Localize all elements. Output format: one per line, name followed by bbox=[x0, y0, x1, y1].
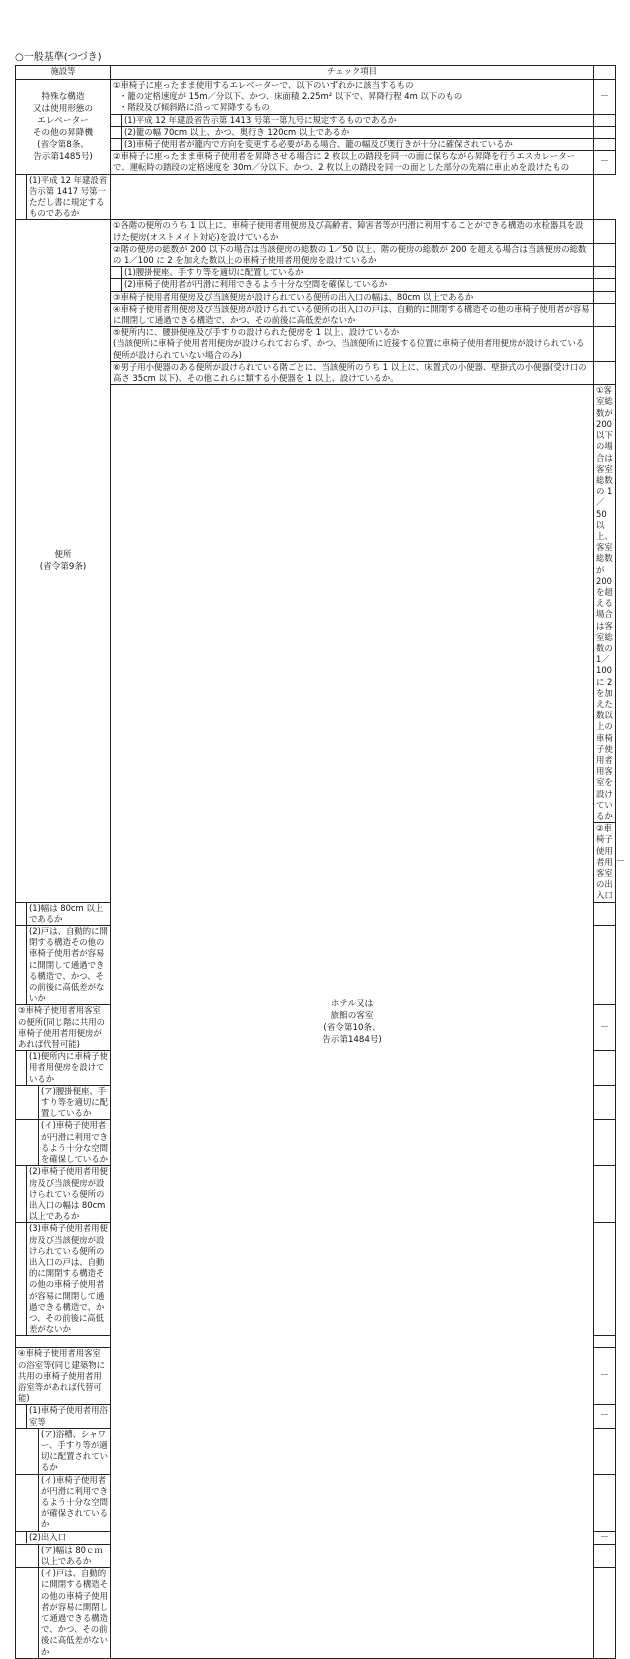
check-item bbox=[594, 823, 616, 902]
check-subitem bbox=[111, 139, 594, 151]
page-title: ○一般基準(つづき) bbox=[15, 52, 102, 63]
check-item-line: ③車椅子使用者用客室の便所(同じ階に共用の車椅子使用者用便房があれば代替可能) bbox=[18, 1005, 106, 1050]
check-subitem-text: (イ)車椅子使用者が円滑に利用できるよう十分な空間を確保しているか bbox=[38, 1120, 110, 1165]
check-item-line: ③車椅子使用者用便房及び当該便房が設けられている便所の出入口の幅は、80cm 以上であるか bbox=[113, 291, 474, 302]
check-subitem bbox=[16, 1405, 111, 1428]
check-subitem bbox=[16, 1568, 111, 1659]
mark-cell bbox=[111, 174, 594, 220]
check-item-blank bbox=[16, 1336, 111, 1348]
checklist-table bbox=[15, 65, 626, 1659]
mark-cell bbox=[594, 1531, 616, 1544]
check-subitem-text: (3)車椅子使用者用便房及び当該便房が設けられている便所の出入口の戸は、自動的に開閉する構造その他の車椅子使用者が容易に開閉して通過できる構造で、かつ、その前後に高低差がないか bbox=[26, 1223, 110, 1335]
check-subitem-text: (1)車椅子使用者用浴室等 bbox=[26, 1405, 110, 1427]
check-item bbox=[111, 327, 594, 362]
check-item-line: ①客室総数が 200 以下の場合は客室総数の 1／50 以上、客室総数が 200 を超える場合は客室総数の 1／100 に 2 を加えた数以上の車椅子使用者用客室を設けているか bbox=[596, 385, 613, 821]
mark-cell bbox=[594, 267, 616, 279]
check-subitem bbox=[16, 902, 111, 925]
checklist-body bbox=[16, 80, 626, 1659]
facility-category: 特殊な構造 又は使用形態の エレベーター その他の昇降機 (省令第8条、 告示第1485号) bbox=[16, 80, 111, 175]
check-subitem-text: (ア)幅は 80ｃｍ以上であるか bbox=[38, 1545, 110, 1567]
check-item bbox=[111, 220, 594, 243]
facility-category: ホテル又は 旅館の客室 (省令第10条、 告示第1484号) bbox=[111, 385, 594, 1659]
mark-cell bbox=[594, 1051, 616, 1086]
check-subitem-text: (1)平成 12 年建設省告示第 1417 号第一ただし書に規定するものであるか bbox=[26, 175, 110, 220]
check-subitem bbox=[16, 1428, 111, 1474]
not-applicable-dash: － bbox=[599, 1532, 609, 1543]
mark-cell bbox=[594, 1166, 616, 1223]
mark-cell bbox=[594, 80, 616, 115]
check-item-line: ⑥男子用小便器のある便所が設けられている階ごとに、当該便所のうち 1 以上に、床置式の小便器、壁掛式の小便器(受け口の高さ 35cm 以下)、その他これらに類する小便器を 1 以上、設けているか。 bbox=[113, 361, 587, 384]
check-item bbox=[111, 291, 594, 303]
mark-cell bbox=[594, 279, 616, 291]
not-applicable-dash: － bbox=[616, 857, 626, 868]
check-subitem bbox=[16, 1166, 111, 1223]
mark-cell bbox=[594, 151, 616, 174]
check-subitem bbox=[16, 926, 111, 1005]
mark-cell bbox=[594, 327, 616, 362]
check-subitem-text: (3)車椅子使用者が籠内で方向を変更する必要がある場合、籠の幅及び奥行きが十分に確保されているか bbox=[121, 139, 593, 150]
mark-cell bbox=[594, 361, 616, 384]
check-item-line: (当該便所に車椅子使用者用便房が設けられておらず、かつ、当該便所に近接する位置に車椅子使用者用便房が設けられている便所が設けられていない場合のみ) bbox=[113, 338, 585, 360]
not-applicable-dash: － bbox=[599, 1022, 609, 1033]
check-item bbox=[111, 243, 594, 266]
check-subitem-text: (ア)浴槽、シャワー、手すり等が適切に配置されているか bbox=[38, 1429, 110, 1474]
check-item-line: ①各階の便所のうち 1 以上に、車椅子使用者用便房及び高齢者、障害者等が円滑に利用することができる構造の水栓器具を設けた便房(オストメイト対応)を設けているか bbox=[113, 220, 584, 242]
check-subitem-text: (イ)車椅子使用者が円滑に利用できるよう十分な空間が確保されているか bbox=[38, 1475, 110, 1531]
mark-cell bbox=[594, 926, 616, 1005]
check-subitem bbox=[16, 1085, 111, 1120]
check-item-line: ④車椅子使用者用便房及び当該便房が設けられている便所の出入口の戸は、自動的に開閉する構造その他の車椅子使用者が容易に開閉して通過できる構造で、かつ、その前後に高低差がないか bbox=[113, 303, 590, 326]
table-row bbox=[16, 80, 616, 115]
mark-cell bbox=[594, 1428, 616, 1474]
check-subitem-text: (2)車椅子使用者用便房及び当該便房が設けられている便所の出入口の幅は 80cm 以上であるか bbox=[26, 1166, 110, 1222]
check-subitem-text: (1)平成 12 年建設省告示第 1413 号第一第九号に規定するものであるか bbox=[121, 115, 593, 126]
not-applicable-dash: － bbox=[599, 1371, 609, 1382]
check-item-line: ②車椅子に座ったまま車椅子使用者を昇降させる場合に 2 枚以上の踏段を同一の面に保ちながら昇降を行うエスカレーターで、運転時の踏段の定格速度を 30m／分以下、かつ、2 枚以上の踏段を同一の面とした部分の先端に車止めを設けたもの bbox=[113, 151, 576, 173]
check-item bbox=[111, 361, 594, 384]
not-applicable-dash: － bbox=[599, 157, 609, 168]
check-item-line: ・階段及び傾斜路に沿って昇降するもの bbox=[119, 102, 270, 113]
check-subitem bbox=[16, 1120, 111, 1166]
not-applicable-dash: － bbox=[599, 91, 609, 102]
check-subitem-text: (1)幅は 80cm 以上であるか bbox=[26, 903, 110, 925]
header-check-items: チェック項目 bbox=[111, 66, 594, 80]
mark-cell bbox=[594, 1474, 616, 1531]
check-subitem-text: (2)車椅子使用者が円滑に利用できるよう十分な空間を確保しているか bbox=[121, 279, 593, 290]
mark-cell bbox=[594, 1223, 616, 1336]
check-item-line: ・籠の定格速度が 15m／分以下、かつ、床面積 2.25m² 以下で、昇降行程 4m 以下のもの bbox=[119, 91, 463, 102]
check-item bbox=[111, 80, 594, 115]
mark-cell bbox=[594, 1544, 616, 1567]
check-item bbox=[594, 385, 616, 823]
table-row bbox=[16, 220, 616, 243]
check-subitem-text: (1)便所内に車椅子使用者用便房を設けているか bbox=[26, 1051, 110, 1085]
check-subitem bbox=[16, 1474, 111, 1531]
mark-cell bbox=[594, 220, 616, 243]
table-header-row bbox=[16, 66, 616, 80]
mark-cell bbox=[594, 1568, 616, 1659]
header-facility: 施設等 bbox=[16, 66, 111, 80]
mark-cell bbox=[594, 1120, 616, 1166]
mark-cell bbox=[594, 902, 616, 925]
check-subitem bbox=[16, 1531, 111, 1544]
mark-cell bbox=[594, 1405, 616, 1428]
check-subitem-text: (イ)戸は、自動的に開閉する構造その他の車椅子使用者が容易に開閉して通過できる構造で、かつ、その前後に高低差がないか bbox=[38, 1568, 110, 1658]
header-mark bbox=[594, 66, 616, 80]
mark-cell bbox=[594, 1348, 616, 1405]
check-subitem-text: (ア)腰掛便座、手すり等を適切に配置しているか bbox=[38, 1086, 110, 1120]
check-subitem-text: (2)出入口 bbox=[26, 1532, 110, 1543]
check-item-line: ②階の便房の総数が 200 以下の場合は当該便房の総数の 1／50 以上、階の便房の総数が 200 を超える場合は当該便房の総数の 1／100 に 2 を加えた数以上の車椅子使用者用便房を設けているか bbox=[113, 243, 587, 266]
mark-cell bbox=[594, 126, 616, 138]
check-subitem bbox=[16, 1051, 111, 1086]
check-subitem-text: (2)戸は、自動的に開閉する構造その他の車椅子使用者が容易に開閉して通過できる構造で、かつ、その前後に高低差がないか bbox=[26, 926, 110, 1004]
check-subitem bbox=[111, 114, 594, 126]
mark-cell bbox=[594, 243, 616, 266]
mark-cell bbox=[594, 291, 616, 303]
table-row bbox=[16, 174, 616, 220]
check-item bbox=[16, 1348, 111, 1405]
mark-cell bbox=[594, 303, 616, 326]
check-subitem bbox=[111, 126, 594, 138]
check-item-line: ①車椅子に座ったまま使用するエレベーターで、以下のいずれかに該当するもの bbox=[113, 80, 414, 90]
check-item bbox=[16, 1005, 111, 1051]
check-subitem bbox=[111, 267, 594, 279]
check-subitem bbox=[16, 174, 111, 220]
mark-cell bbox=[594, 114, 616, 126]
facility-category: 便所 (省令第9条) bbox=[16, 220, 111, 902]
not-applicable-dash: － bbox=[599, 1411, 609, 1422]
check-item-line: ②車椅子使用者用客室の出入口 bbox=[596, 823, 613, 901]
check-subitem bbox=[16, 1544, 111, 1567]
check-subitem bbox=[111, 279, 594, 291]
mark-cell bbox=[594, 1336, 616, 1348]
mark-cell bbox=[594, 1005, 616, 1051]
check-item-line: ⑤便所内に、腰掛便座及び手すりの設けられた便房を 1 以上、設けているか bbox=[113, 327, 400, 338]
check-item bbox=[111, 303, 594, 326]
check-subitem-text: (1)腰掛便座、手すり等を適切に配置しているか bbox=[121, 267, 593, 278]
mark-cell bbox=[594, 1085, 616, 1120]
check-subitem bbox=[16, 1223, 111, 1336]
check-item bbox=[111, 151, 594, 174]
mark-cell bbox=[594, 139, 616, 151]
check-item-line: ④車椅子使用者用客室の浴室等(同じ建築物に共用の車椅子使用者用浴室等があれば代替可能) bbox=[18, 1348, 106, 1404]
check-subitem-text: (2)籠の幅 70cm 以上、かつ、奥行き 120cm 以上であるか bbox=[121, 127, 593, 138]
